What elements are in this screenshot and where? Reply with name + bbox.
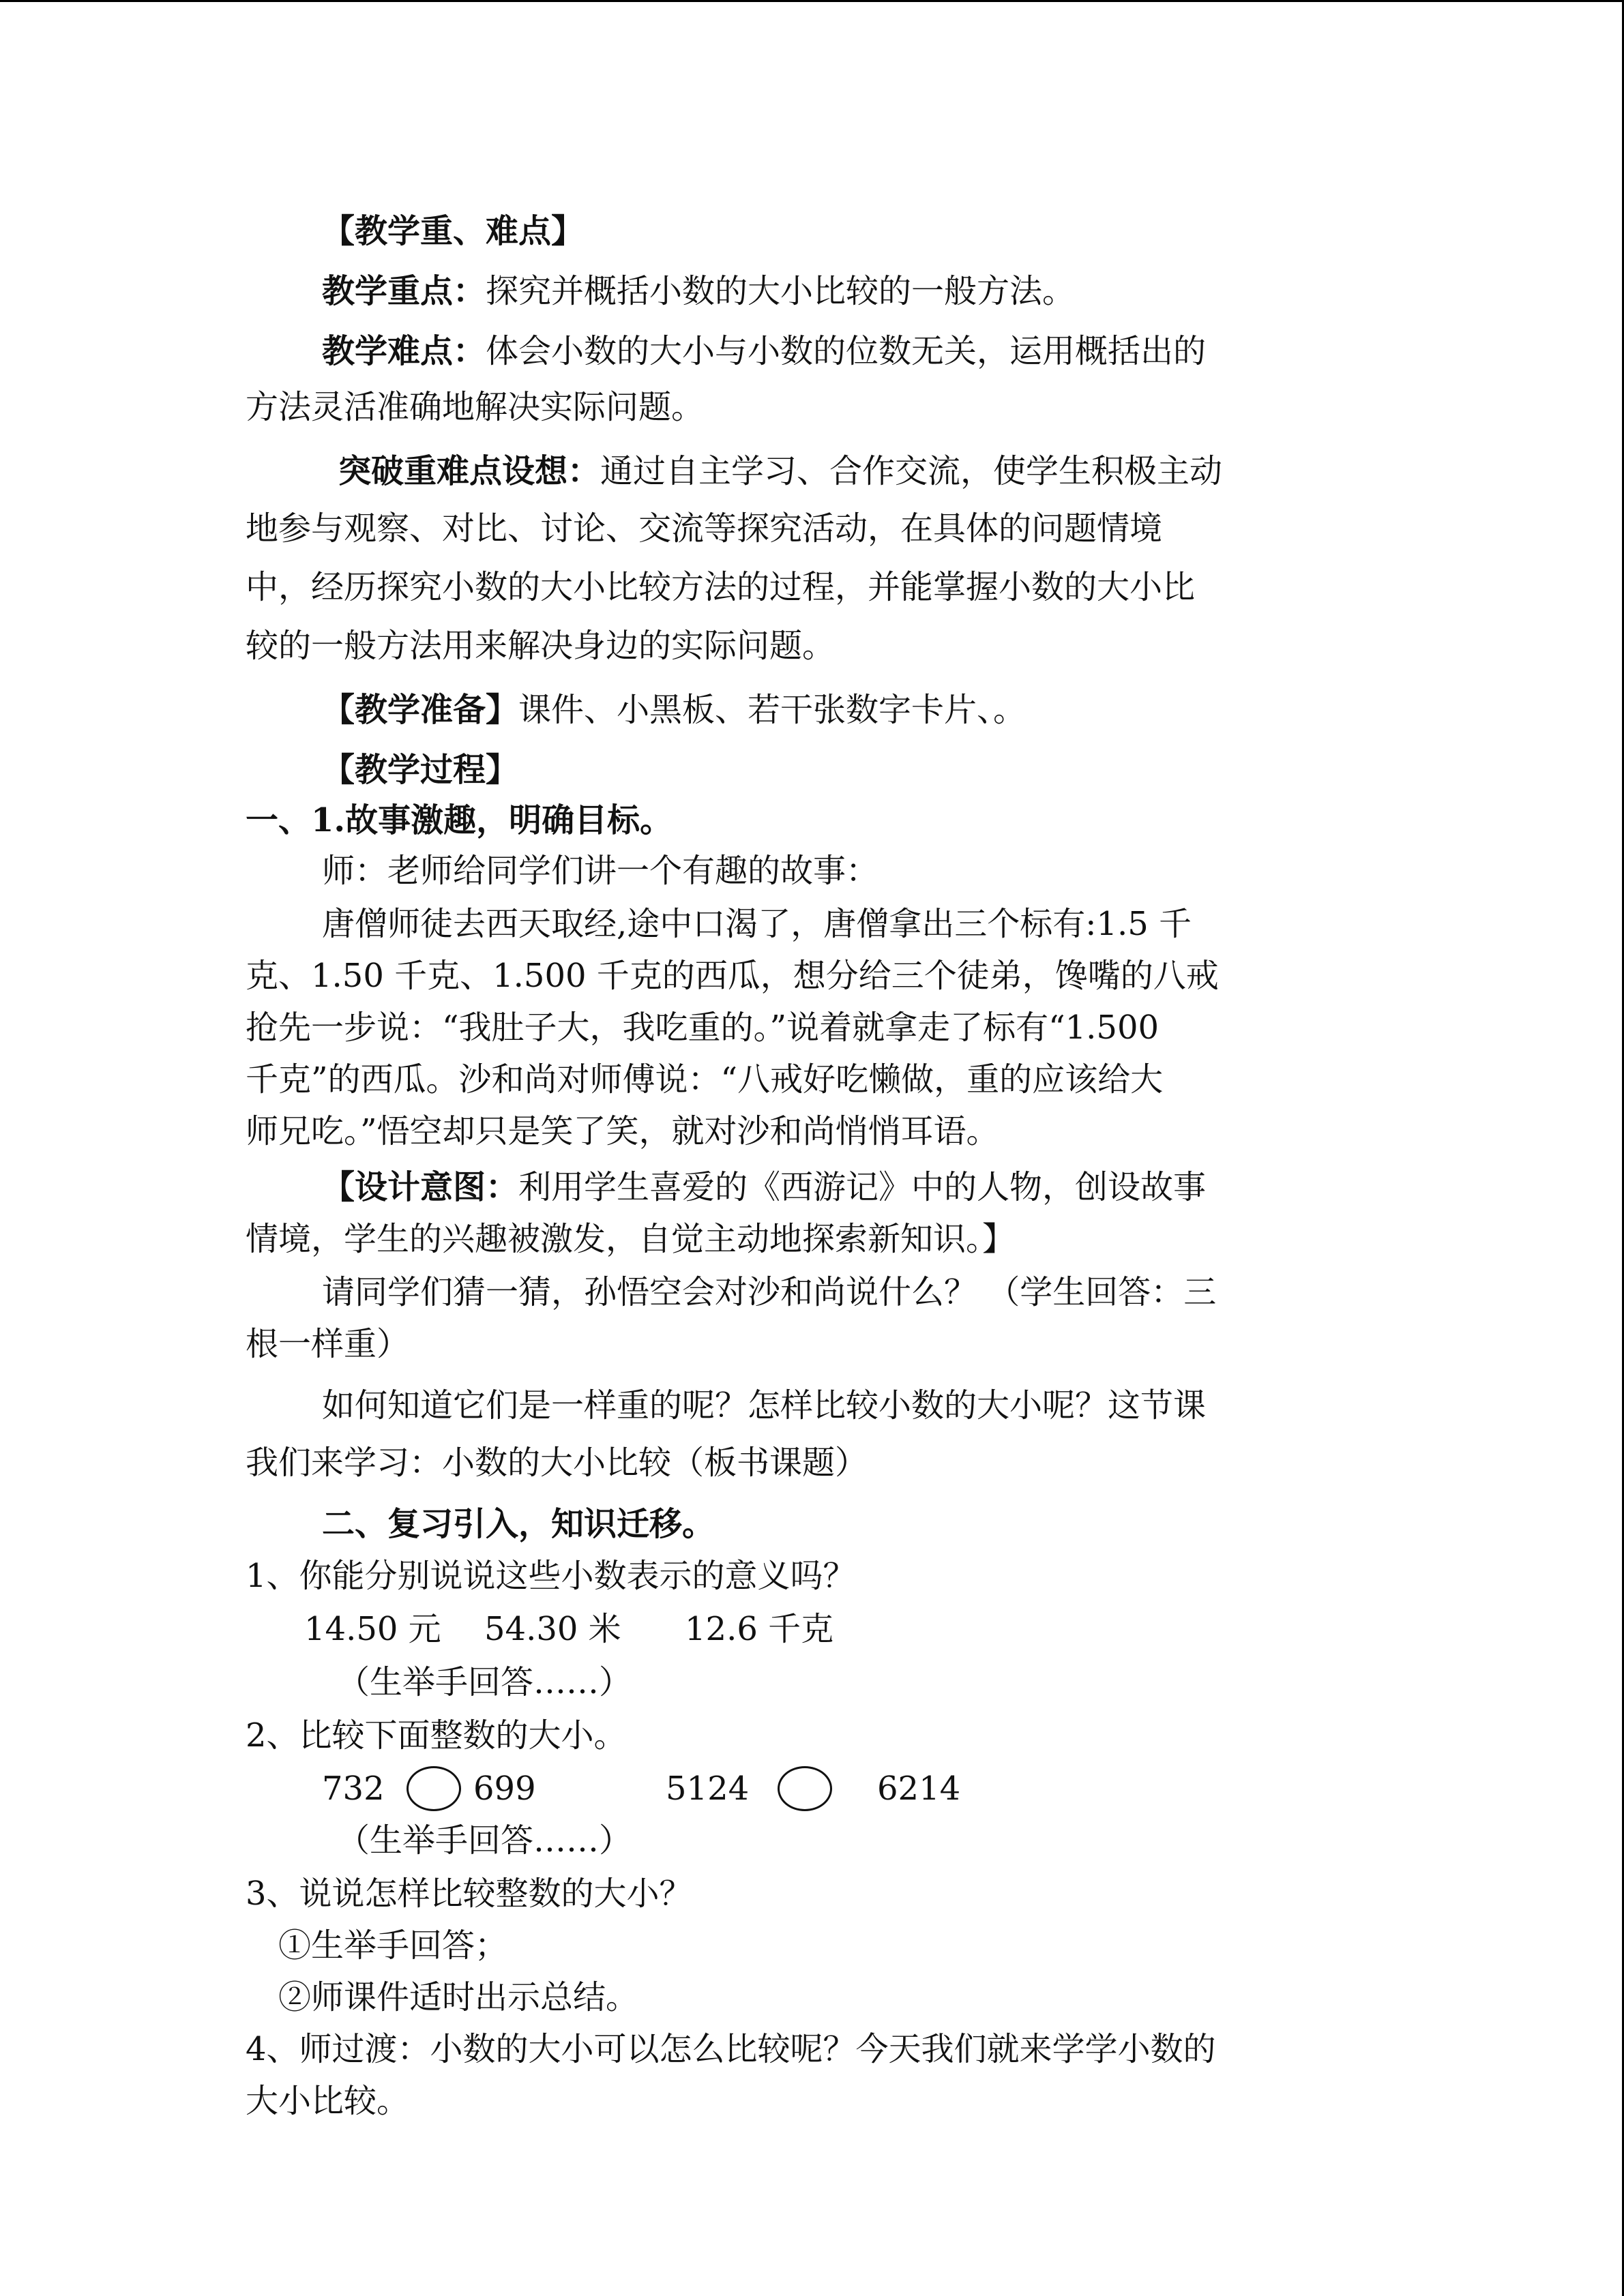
question-4-line-2: 大小比较。	[246, 2082, 410, 2120]
breakthrough-line-3: 中，经历探究小数的大小比较方法的过程，并能掌握小数的大小比	[246, 568, 1196, 606]
q2-number-3: 5124	[666, 1770, 750, 1808]
story-line-5: 师兄吃。”悟空却只是笑了笑，就对沙和尚悄悄耳语。	[246, 1112, 999, 1150]
section1-title: 一、1.故事激趣，明确目标。	[246, 801, 673, 839]
lesson-intro-line-2: 我们来学习：小数的大小比较（板书课题）	[246, 1444, 868, 1482]
question-1: 1、你能分别说说这些小数表示的意义吗？	[246, 1557, 856, 1595]
preparation-text: 课件、小黑板、若干张数字卡片、。	[518, 691, 1027, 729]
section2-title: 二、复习引入，知识迁移。	[322, 1505, 715, 1543]
design-intent-line-1	[322, 1166, 1206, 1208]
story-line-2: 克、1.50 千克、1.500 千克的西瓜，想分给三个徒弟，馋嘴的八戒	[246, 957, 1219, 995]
process-heading: 【教学过程】	[322, 751, 519, 789]
difficulty-line-1	[322, 330, 1206, 372]
guess-line-2: 根一样重）	[246, 1325, 410, 1363]
key-point-label: 教学重点：	[322, 272, 486, 310]
teacher-intro: 师：老师给同学们讲一个有趣的故事：	[322, 852, 879, 890]
question-3: 3、说说怎样比较整数的大小？	[246, 1875, 692, 1913]
story-line-4: 千克”的西瓜。沙和尚对师傅说：“八戒好吃懒做，重的应该给大	[246, 1060, 1164, 1099]
story-line-3: 抢先一步说：“我肚子大，我吃重的。”说着就拿走了标有“1.500	[246, 1009, 1160, 1047]
design-intent-line-2: 情境，学生的兴趣被激发，自觉主动地探索新知识。】	[246, 1220, 1016, 1258]
answer-note-2: （生举手回答……）	[337, 1821, 632, 1860]
difficulty-text-1: 体会小数的大小与小数的位数无关，运用概括出的	[486, 332, 1207, 370]
design-intent-text-1: 利用学生喜爱的《西游记》中的人物，创设故事	[518, 1168, 1207, 1206]
breakthrough-line-1	[338, 450, 1222, 492]
comparison-circle-1[interactable]	[407, 1766, 461, 1811]
question-2: 2、比较下面整数的大小。	[246, 1716, 627, 1755]
question-4-line-1: 4、师过渡：小数的大小可以怎么比较呢？今天我们就来学学小数的	[246, 2030, 1216, 2068]
lesson-intro-line-1: 如何知道它们是一样重的呢？怎样比较小数的大小呢？这节课	[322, 1386, 1207, 1425]
q1-value-1: 14.50 元	[304, 1610, 441, 1648]
preparation-label: 【教学准备】	[322, 691, 519, 729]
q2-number-1: 732	[322, 1770, 385, 1808]
q3-step-1: ①生举手回答；	[278, 1926, 508, 1965]
preparation-line	[322, 689, 1026, 731]
key-point-line	[322, 270, 1075, 312]
q1-value-3: 12.6 千克	[685, 1610, 834, 1648]
q2-number-4: 6214	[877, 1770, 961, 1808]
breakthrough-text-1: 通过自主学习、合作交流，使学生积极主动	[600, 452, 1223, 490]
difficulty-line-2: 方法灵活准确地解决实际问题。	[246, 388, 705, 426]
story-line-1: 唐僧师徒去西天取经,途中口渴了，唐僧拿出三个标有:1.5 千	[322, 905, 1192, 943]
guess-line-1: 请同学们猜一猜，孙悟空会对沙和尚说什么？ （学生回答：三	[322, 1273, 1217, 1311]
q3-step-2: ②师课件适时出示总结。	[278, 1978, 639, 2016]
q2-number-2: 699	[473, 1770, 536, 1808]
breakthrough-line-4: 较的一般方法用来解决身边的实际问题。	[246, 627, 836, 665]
q1-value-2: 54.30 米	[484, 1610, 621, 1648]
difficulty-label: 教学难点：	[322, 332, 486, 370]
comparison-circle-2[interactable]	[778, 1766, 832, 1811]
key-point-text: 探究并概括小数的大小比较的一般方法。	[486, 272, 1076, 310]
answer-note-1: （生举手回答……）	[337, 1663, 632, 1701]
heading-key-points: 【教学重、难点】	[322, 212, 585, 250]
design-intent-label: 【设计意图：	[322, 1168, 519, 1206]
breakthrough-line-2: 地参与观察、对比、讨论、交流等探究活动，在具体的问题情境	[246, 509, 1163, 548]
breakthrough-label: 突破重难点设想：	[338, 452, 601, 490]
